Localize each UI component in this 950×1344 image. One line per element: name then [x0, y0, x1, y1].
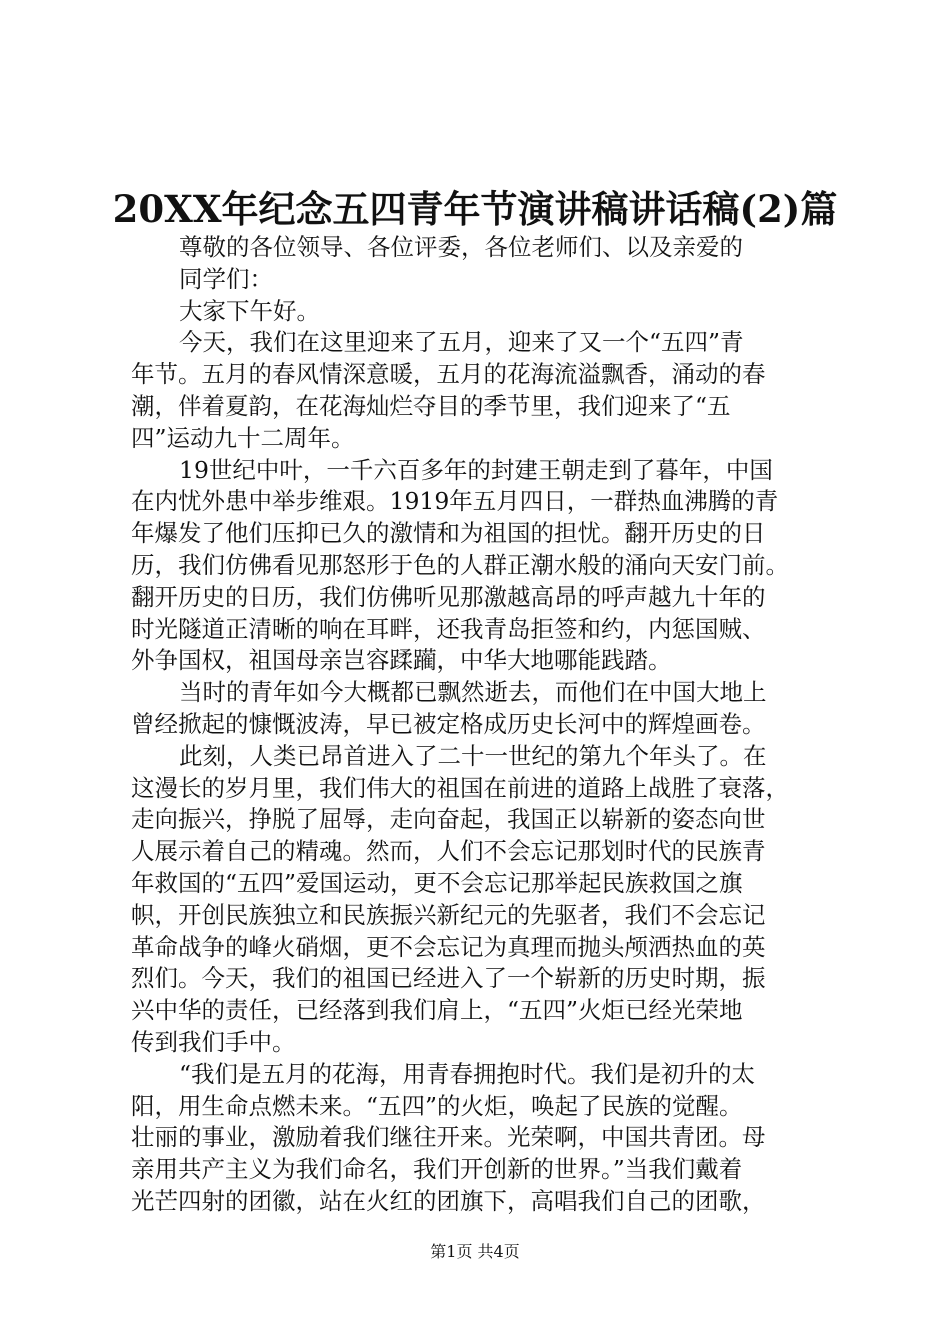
text-line: “我们是五月的花海，用青春拥抱时代。我们是初升的太 [179, 1059, 756, 1088]
text-line: 翻开历史的日历，我们仿佛听见那激越高昂的呼声越九十年的 [131, 582, 766, 611]
text-line: 时光隧道正清晰的响在耳畔，还我青岛拒签和约，内惩国贼、 [131, 614, 766, 643]
text-line: 这漫长的岁月里，我们伟大的祖国在前进的道路上战胜了衰落， [131, 773, 789, 802]
text-line: 此刻，人类已昂首进入了二十一世纪的第九个年头了。在 [179, 741, 767, 770]
text-line: 历，我们仿佛看见那怒形于色的人群正潮水般的涌向天安门前。 [131, 550, 789, 579]
document-body [131, 232, 831, 1218]
text-line: 传到我们手中。 [131, 1027, 296, 1056]
text-line: 人展示着自己的精魂。然而，人们不会忘记那划时代的民族青 [131, 837, 766, 866]
text-line: 阳，用生命点燃未来。“五四”的火炬，唤起了民族的觉醒。 [131, 1091, 743, 1120]
text-line: 潮，伴着夏韵，在花海灿烂夺目的季节里，我们迎来了“五 [131, 391, 731, 420]
text-line: 走向振兴，挣脱了屈辱，走向奋起，我国正以崭新的姿态向世 [131, 805, 766, 834]
text-line: 在内忧外患中举步维艰。1919年五月四日，一群热血沸腾的青 [131, 487, 779, 516]
text-line: 帜，开创民族独立和民族振兴新纪元的先驱者，我们不会忘记 [131, 900, 766, 929]
text-line: 尊敬的各位领导、各位评委，各位老师们、以及亲爱的 [179, 233, 743, 261]
text-line: 19世纪中叶，一千六百多年的封建王朝走到了暮年，中国 [179, 455, 773, 484]
text-line: 年节。五月的春风情深意暖，五月的花海流溢飘香，涌动的春 [131, 360, 766, 389]
text-line: 革命战争的峰火硝烟，更不会忘记为真理而抛头颅洒热血的英 [131, 932, 766, 961]
text-line: 同学们： [179, 264, 273, 293]
text-line: 亲用共产主义为我们命名，我们开创新的世界。”当我们戴着 [131, 1155, 743, 1184]
text-line: 今天，我们在这里迎来了五月，迎来了又一个“五四”青 [179, 328, 744, 357]
page-footer: 第1页 共4页 [430, 1242, 520, 1261]
text-line: 曾经掀起的慷慨波涛，早已被定格成历史长河中的辉煌画卷。 [131, 709, 766, 738]
text-line: 四”运动九十二周年。 [131, 423, 355, 452]
text-line: 当时的青年如今大概都已飘然逝去，而他们在中国大地上 [179, 678, 767, 707]
text-line: 烈们。今天，我们的祖国已经进入了一个崭新的历史时期，振 [131, 964, 766, 993]
text-line: 年救国的“五四”爱国运动，更不会忘记那举起民族救国之旗 [131, 868, 743, 897]
text-line: 壮丽的事业，激励着我们继往开来。光荣啊，中国共青团。母 [131, 1123, 766, 1152]
text-line: 光芒四射的团徽，站在火红的团旗下，高唱我们自己的团歌， [131, 1186, 766, 1215]
text-line: 外争国权，祖国母亲岂容蹂躏，中华大地哪能践踏。 [131, 646, 672, 675]
text-line: 兴中华的责任，已经落到我们肩上，“五四”火炬已经光荣地 [131, 996, 743, 1025]
document-title: 20XX年纪念五四青年节演讲稿讲话稿(2)篇 [112, 187, 838, 231]
text-line: 大家下午好。 [179, 296, 320, 325]
text-line: 年爆发了他们压抑已久的激情和为祖国的担忧。翻开历史的日 [131, 519, 766, 548]
